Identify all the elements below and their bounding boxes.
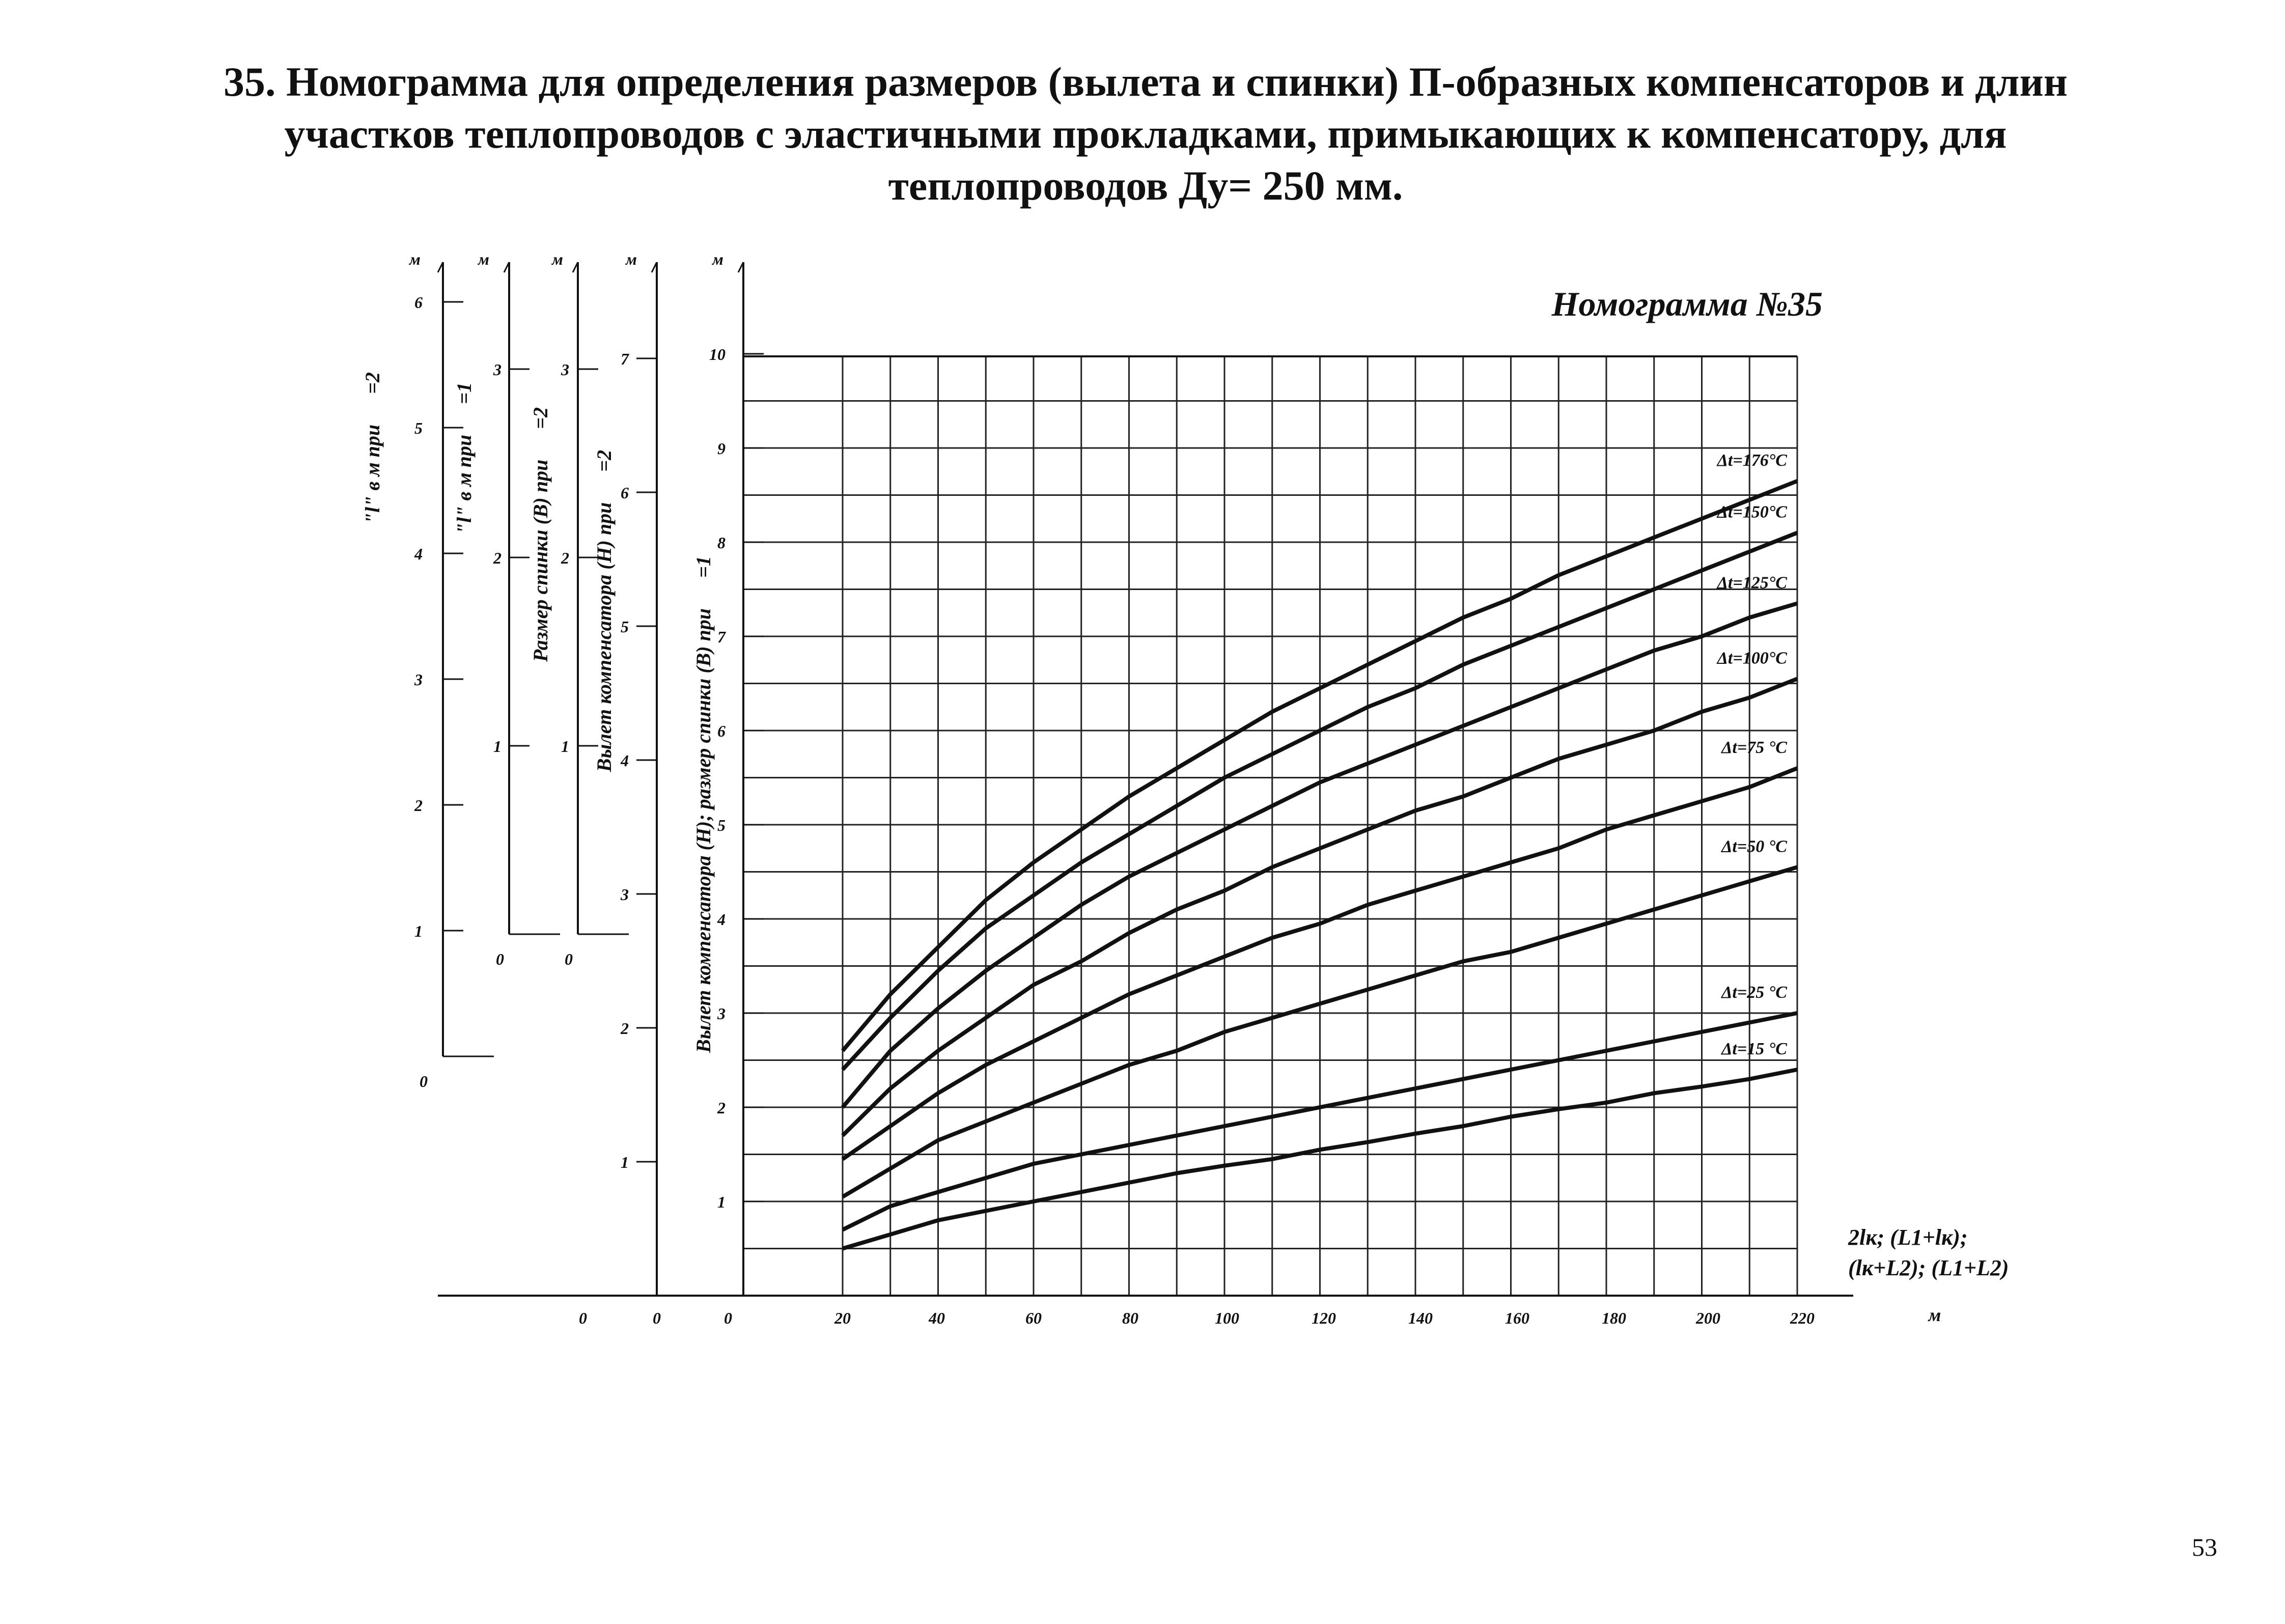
series-label: Δt=75 °C xyxy=(1721,738,1787,757)
aux-axis-label-main: Размер спинки (В) при xyxy=(529,459,552,662)
aux-axis-unit: м xyxy=(552,250,563,268)
x-axis-label-line: (lк+L2); (L1+L2) xyxy=(1848,1255,2009,1280)
x-axis-unit: м xyxy=(1928,1305,1941,1325)
aux-axis-label-main: "l" в м при xyxy=(453,434,476,535)
series-label: Δt=25 °C xyxy=(1721,983,1787,1002)
aux-axis-tick-label: 8 xyxy=(717,534,726,552)
aux-axis-tick-label: 6 xyxy=(717,722,726,740)
aux-axis-tick-label: 1 xyxy=(717,1193,726,1211)
page-number: 53 xyxy=(2192,1533,2217,1561)
x-tick-label: 100 xyxy=(1215,1309,1239,1327)
aux-axis-tick-label: 3 xyxy=(717,1004,726,1023)
aux-axis-unit: м xyxy=(712,250,723,268)
x-tick-label: 60 xyxy=(1025,1309,1042,1327)
aux-axis-tick-label: 3 xyxy=(414,670,423,689)
aux-axis-label-text xyxy=(529,407,552,662)
x-tick-label: 0 xyxy=(724,1309,732,1327)
aux-axis-label-main: "l" в м при xyxy=(361,424,384,524)
aux-axis-tick-label: 5 xyxy=(621,618,629,636)
aux-axis-label xyxy=(361,372,384,524)
aux-axis-tick-label: 2 xyxy=(414,796,423,815)
aux-axis-label xyxy=(692,556,715,1053)
aux-axis-label xyxy=(529,407,552,662)
aux-axis-label-gamma: =1 xyxy=(692,556,715,578)
aux-axis-tick-label: 1 xyxy=(414,922,423,940)
aux-axis-tick-label: 0 xyxy=(496,950,504,968)
x-tick-label: 40 xyxy=(929,1309,945,1327)
aux-axis-tick-label: 2 xyxy=(621,1019,629,1038)
aux-axis-tick-label: 9 xyxy=(717,439,726,458)
aux-axis-tick-label: 7 xyxy=(621,350,629,368)
x-tick-label: 0 xyxy=(579,1309,587,1327)
aux-axis-unit: м xyxy=(626,250,637,268)
aux-axis-label-text xyxy=(692,556,715,1053)
page-title-line: теплопроводов Ду= 250 мм. xyxy=(888,162,1403,209)
aux-axis-tick-label: 3 xyxy=(561,360,569,379)
aux-axis-unit: м xyxy=(478,250,489,268)
series-label: Δt=50 °C xyxy=(1721,837,1787,856)
series-label: Δt=100°C xyxy=(1717,649,1787,668)
aux-axis-tick-label: 0 xyxy=(420,1072,428,1090)
aux-axis-label xyxy=(593,450,616,772)
aux-axis-label-text xyxy=(361,372,384,524)
aux-axis-label-gamma: =2 xyxy=(529,407,552,429)
series-label: Δt=150°C xyxy=(1717,502,1787,522)
aux-axis-label xyxy=(453,382,476,534)
page-title-line: 35. Номограмма для определения размеров (вылета и спинки) П-образных компенсаторов и длин xyxy=(224,59,2068,105)
aux-axis-tick-label: 2 xyxy=(493,549,501,567)
aux-axis-tick-label: 2 xyxy=(561,549,569,567)
auxiliary-axes xyxy=(361,250,764,1296)
aux-axis-tick-label: 4 xyxy=(621,751,629,770)
x-tick-label: 20 xyxy=(834,1309,851,1327)
aux-axis-tick-label: 1 xyxy=(561,737,569,755)
x-tick-label: 140 xyxy=(1408,1309,1433,1327)
x-tick-label: 80 xyxy=(1122,1309,1138,1327)
aux-axis-label-main: Вылет компенсатора (Н); размер спинки (В) при xyxy=(692,608,715,1053)
aux-axis-label-text xyxy=(453,382,476,534)
aux-axis-tick-label: 3 xyxy=(621,885,629,904)
aux-axis-tick-label: 4 xyxy=(414,545,423,563)
aux-axis-tick-label: 6 xyxy=(414,293,423,312)
chart-labels xyxy=(579,285,2009,1327)
aux-axis-label-text xyxy=(593,450,616,772)
x-axis-label-line: 2lк; (L1+lк); xyxy=(1848,1225,1968,1250)
aux-axis-tick-label: 1 xyxy=(493,737,501,755)
x-tick-label: 160 xyxy=(1505,1309,1529,1327)
x-tick-label: 180 xyxy=(1602,1309,1626,1327)
page-title-line: участков теплопроводов с эластичными прокладками, примыкающих к компенсатору, для xyxy=(284,110,2007,157)
aux-axis-tick-label: 10 xyxy=(709,345,726,363)
aux-axis-label-gamma: =1 xyxy=(453,382,476,404)
aux-axis-label-gamma: =2 xyxy=(593,450,616,472)
series-label: Δt=15 °C xyxy=(1721,1040,1787,1058)
aux-axis-unit: м xyxy=(409,250,421,268)
series-label: Δt=125°C xyxy=(1717,573,1787,593)
chart-title: Номограмма №35 xyxy=(1551,285,1823,323)
aux-axis-tick-label: 7 xyxy=(717,628,726,646)
series-label: Δt=176°C xyxy=(1717,451,1787,470)
x-tick-label: 200 xyxy=(1696,1309,1720,1327)
aux-axis-tick-label: 1 xyxy=(621,1153,629,1171)
aux-axis-label-gamma: =2 xyxy=(361,372,384,394)
aux-axis-tick-label: 5 xyxy=(717,816,726,834)
aux-axis-tick-label: 6 xyxy=(621,484,629,502)
aux-axis-tick-label: 5 xyxy=(414,419,423,437)
x-tick-label: 220 xyxy=(1790,1309,1815,1327)
aux-axis-tick-label: 3 xyxy=(493,360,501,379)
aux-axis-tick-label: 4 xyxy=(717,910,726,929)
aux-axis-label-main: Вылет компенсатора (Н) при xyxy=(593,502,616,772)
aux-axis-tick-label: 2 xyxy=(717,1099,726,1117)
aux-axis-tick-label: 0 xyxy=(565,950,573,968)
x-tick-label: 0 xyxy=(653,1309,661,1327)
x-tick-label: 120 xyxy=(1312,1309,1336,1327)
